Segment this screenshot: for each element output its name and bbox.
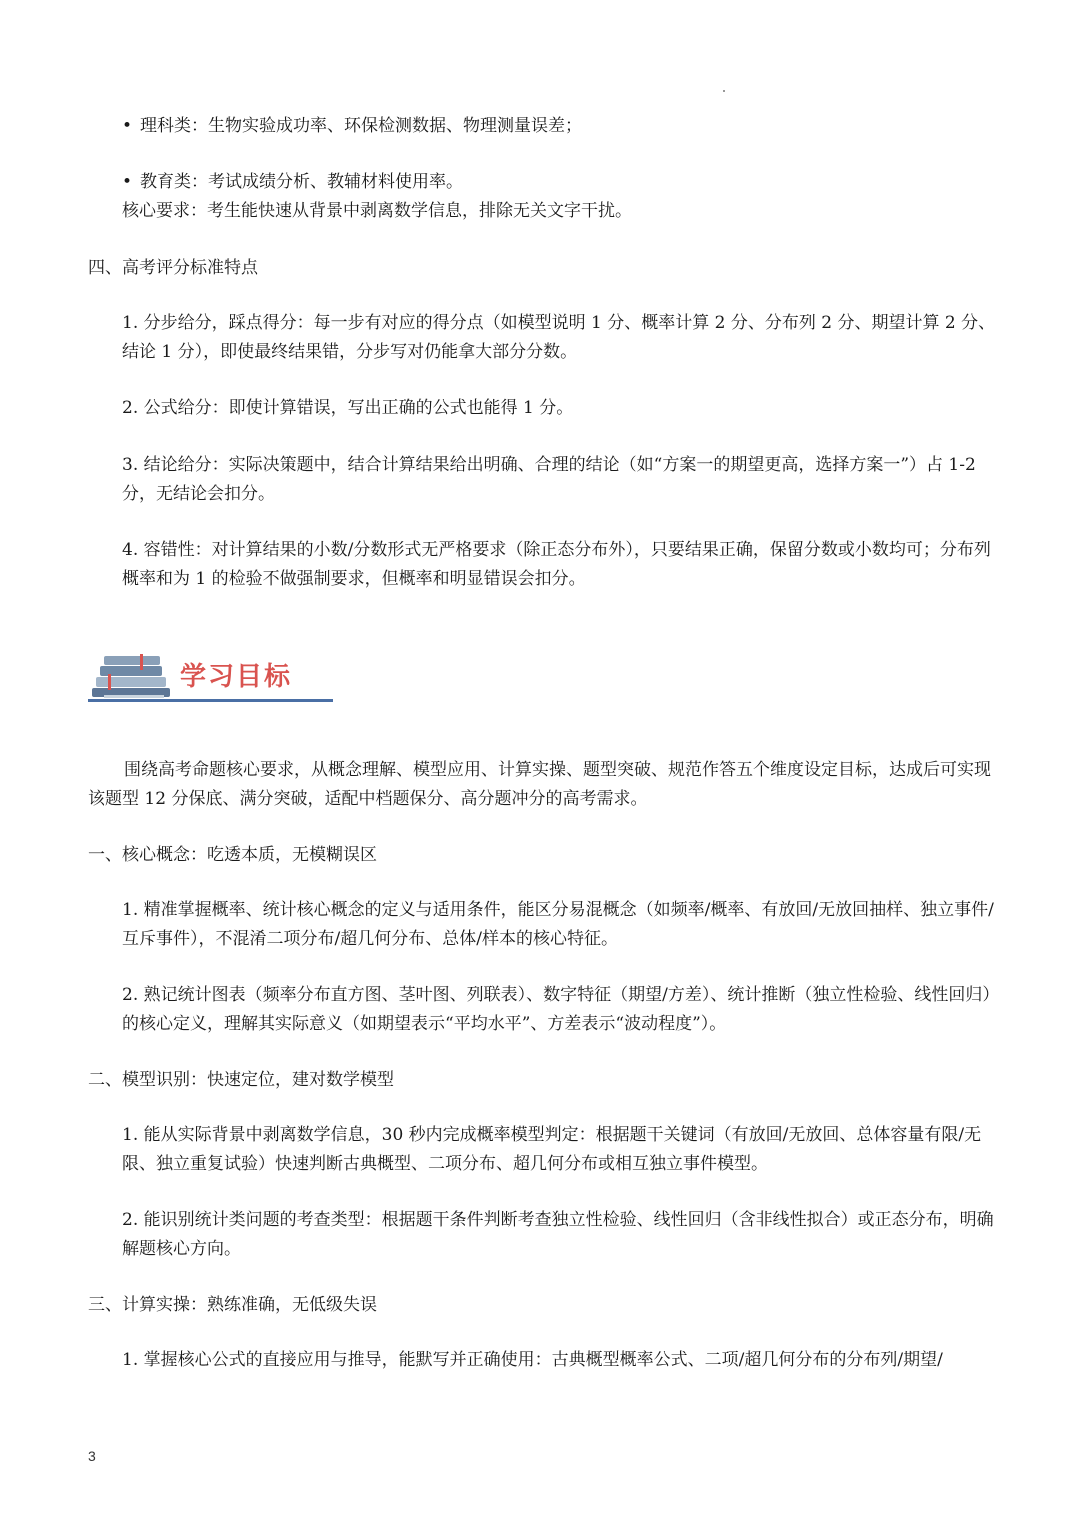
goal2-title: 二、模型识别：快速定位，建对数学模型 [88, 1070, 394, 1090]
learning-goals-banner [88, 650, 333, 702]
bullet-science: • 理科类：生物实验成功率、环保检测数据、物理测量误差； [122, 112, 582, 140]
section4-item-3: 3. 结论给分：实际决策题中，结合计算结果给出明确、合理的结论（如“方案一的期望更高，选择方案一”）占 1-2 分，无结论会扣分。 [122, 455, 976, 504]
bullet-icon: • [122, 172, 133, 192]
books-icon [90, 650, 180, 700]
goal3-item-1: 1. 掌握核心公式的直接应用与推导，能默写并正确使用：古典概型概率公式、二项/超几何分布的分布列/期望/ [122, 1350, 943, 1370]
scan-dot [723, 90, 725, 92]
banner-title: 学习目标 [180, 662, 293, 692]
section4-item-2: 2. 公式给分：即使计算错误，写出正确的公式也能得 1 分。 [122, 398, 574, 418]
section4-item-1: 1. 分步给分，踩点得分：每一步有对应的得分点（如模型说明 1 分、概率计算 2 分、分布列 2 分、期望计算 2 分、结论 1 分），即使最终结果错，分步写对仍能拿大部分分数。 [122, 313, 996, 362]
goal1-item-2: 2. 熟记统计图表（频率分布直方图、茎叶图、列联表）、数字特征（期望/方差）、统计推断（独立性检验、线性回归）的核心定义，理解其实际意义（如期望表示“平均水平”、方差表示“波动程度”）。 [122, 985, 1000, 1034]
bullet-icon: • [122, 116, 133, 136]
page-number: 3 [88, 1448, 96, 1464]
section4-title: 四、高考评分标准特点 [88, 258, 258, 278]
goal2-item-1: 1. 能从实际背景中剥离数学信息，30 秒内完成概率模型判定：根据题干关键词（有放回/无放回、总体容量有限/无限、独立重复试验）快速判断古典概型、二项分布、超几何分布或相互独立事件模型。 [122, 1125, 982, 1174]
goal1-item-1: 1. 精准掌握概率、统计核心概念的定义与适用条件，能区分易混概念（如频率/概率、有放回/无放回抽样、独立事件/互斥事件），不混淆二项分布/超几何分布、总体/样本的核心特征。 [122, 900, 994, 949]
intro-paragraph: 围绕高考命题核心要求，从概念理解、模型应用、计算实操、题型突破、规范作答五个维度设定目标，达成后可实现该题型 12 分保底、满分突破，适配中档题保分、高分题冲分的高考需求。 [88, 760, 991, 809]
banner-rule [88, 699, 333, 702]
core-requirement: 核心要求：考生能快速从背景中剥离数学信息，排除无关文字干扰。 [122, 201, 632, 221]
goal3-title: 三、计算实操：熟练准确，无低级失误 [88, 1295, 377, 1315]
section4-item-4: 4. 容错性：对计算结果的小数/分数形式无严格要求（除正态分布外），只要结果正确，保留分数或小数均可；分布列概率和为 1 的检验不做强制要求，但概率和明显错误会扣分。 [122, 540, 991, 589]
goal2-item-2: 2. 能识别统计类问题的考查类型：根据题干条件判断考查独立性检验、线性回归（含非线性拟合）或正态分布，明确解题核心方向。 [122, 1210, 994, 1259]
bullet-education: • 教育类：考试成绩分析、教辅材料使用率。 [122, 168, 463, 196]
goal1-title: 一、核心概念：吃透本质，无模糊误区 [88, 845, 377, 865]
